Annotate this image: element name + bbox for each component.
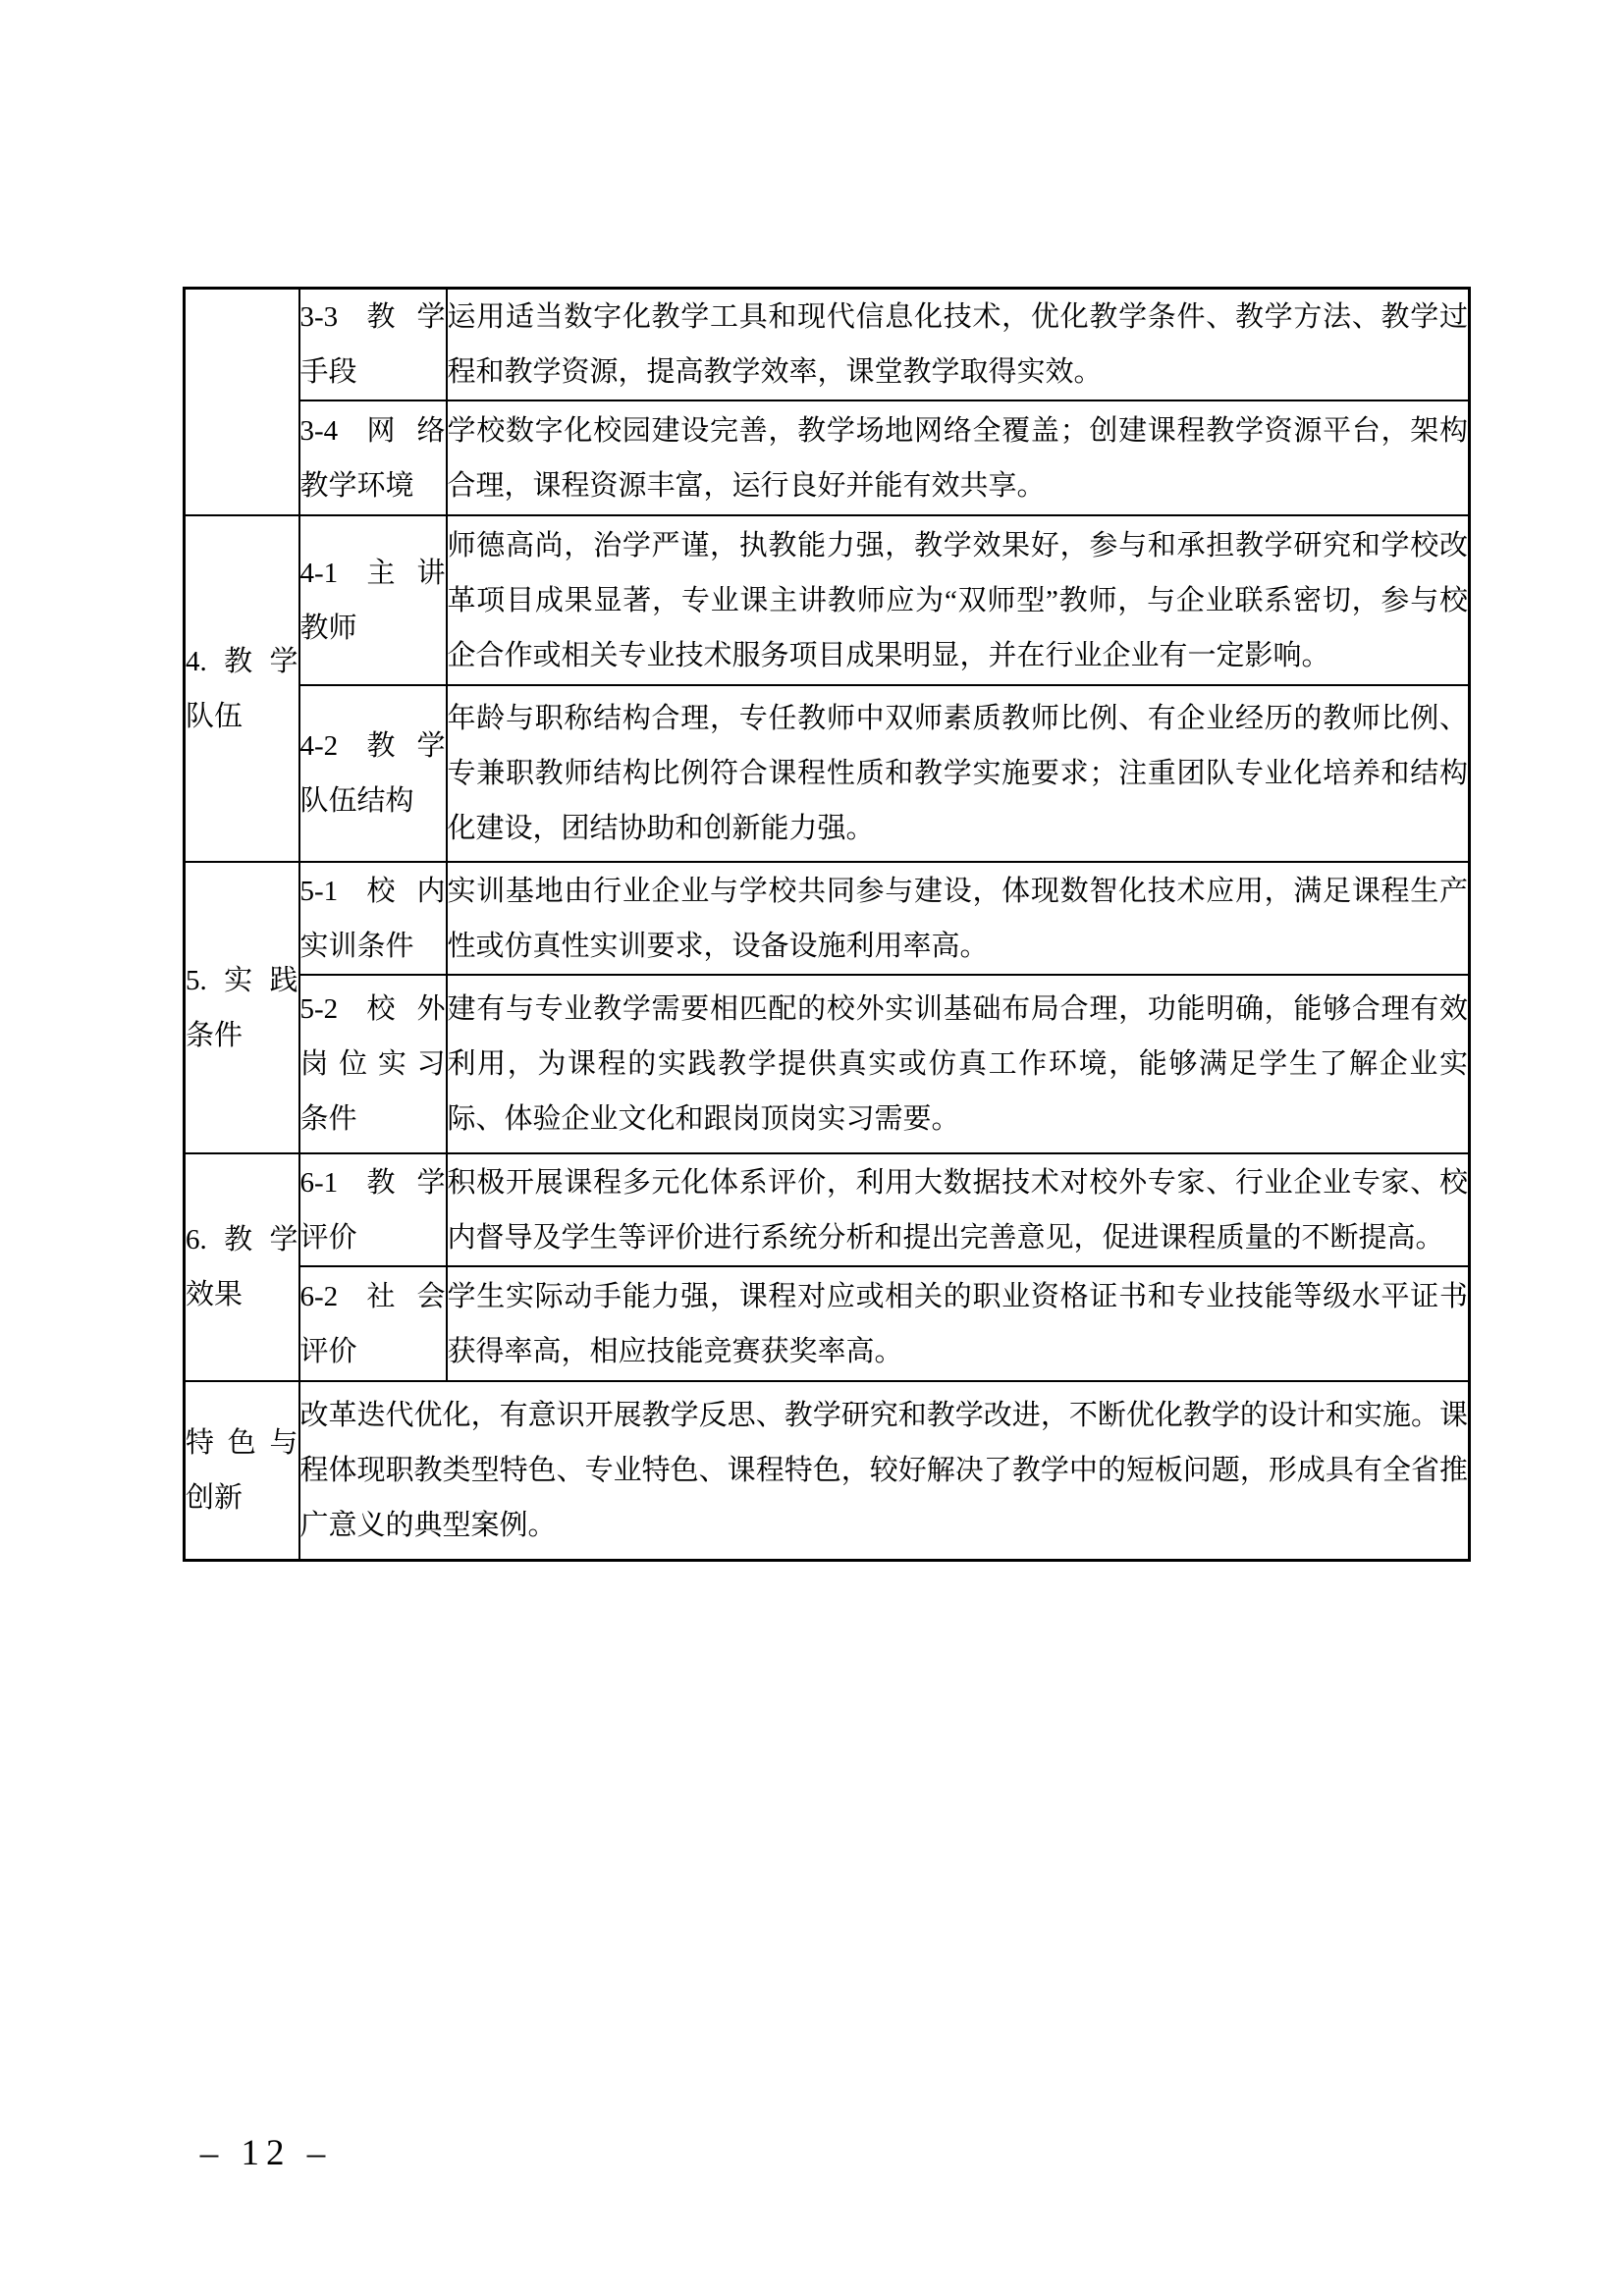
table-row [185, 1266, 1470, 1381]
category-line: 创新 [186, 1481, 244, 1514]
category-line: 6.教学 [186, 1224, 298, 1255]
label-line: 4-2 教学 [299, 730, 446, 762]
category-cell-teaching-team [185, 515, 299, 862]
page-number: – 12 – [199, 2133, 333, 2173]
description-cell: 建有与专业教学需要相匹配的校外实训基础布局合理，功能明确，能够合理有效利用，为课程的实践教学提供真实或仿真工作环境，能够满足学生了解企业实际、体验企业文化和跟岗顶岗实习需要。 [447, 975, 1470, 1153]
item-label-cell [299, 515, 447, 685]
label-line: 条件 [299, 1103, 357, 1135]
description-cell: 运用适当数字化教学工具和现代信息化技术，优化教学条件、教学方法、教学过程和教学资源，提高教学效率，课堂教学取得实效。 [447, 289, 1470, 401]
description-cell: 学生实际动手能力强，课程对应或相关的职业资格证书和专业技能等级水平证书获得率高，相应技能竞赛获奖率高。 [447, 1266, 1470, 1381]
table-row [185, 1153, 1470, 1266]
description-cell: 师德高尚，治学严谨，执教能力强，教学效果好，参与和承担教学研究和学校改革项目成果显著，专业课主讲教师应为“双师型”教师，与企业联系密切，参与校企合作或相关专业技术服务项目成果明显，并在行业企业有一定影响。 [447, 515, 1470, 685]
category-cell-practice-conditions [185, 862, 299, 1153]
table-row [185, 975, 1470, 1153]
label-line: 评价 [299, 1221, 357, 1254]
description-cell: 学校数字化校园建设完善，教学场地网络全覆盖；创建课程教学资源平台，架构合理，课程资源丰富，运行良好并能有效共享。 [447, 400, 1470, 515]
item-label-cell [299, 1153, 447, 1266]
item-label-cell [299, 862, 447, 975]
label-line: 实训条件 [299, 930, 414, 962]
item-label-cell [299, 1266, 447, 1381]
category-line: 特色与 [186, 1426, 298, 1459]
label-line: 5-1 校内 [299, 875, 446, 907]
category-line: 效果 [186, 1279, 244, 1310]
item-label-cell [299, 400, 447, 515]
table-row [185, 862, 1470, 975]
item-label-cell [299, 289, 447, 401]
label-line: 5-2 校外 [299, 993, 446, 1025]
label-line: 队伍结构 [299, 785, 414, 817]
table-row [185, 400, 1470, 515]
label-line: 教学环境 [299, 469, 414, 502]
table-row [185, 1381, 1470, 1560]
label-line: 6-2 社会 [299, 1280, 446, 1312]
table-row [185, 289, 1470, 401]
item-label-cell [299, 975, 447, 1153]
label-line: 4-1 主讲 [299, 557, 446, 589]
table-row [185, 685, 1470, 862]
evaluation-criteria-table [183, 287, 1471, 1562]
label-line: 岗位实习 [299, 1048, 446, 1080]
description-cell: 积极开展课程多元化体系评价，利用大数据技术对校外专家、行业企业专家、校内督导及学生等评价进行系统分析和提出完善意见，促进课程质量的不断提高。 [447, 1153, 1470, 1266]
description-cell: 年龄与职称结构合理，专任教师中双师素质教师比例、有企业经历的教师比例、专兼职教师结构比例符合课程性质和教学实施要求；注重团队专业化培养和结构化建设，团结协助和创新能力强。 [447, 685, 1470, 862]
label-line: 评价 [299, 1335, 357, 1367]
table-row [185, 515, 1470, 685]
category-line: 5.实践 [186, 964, 298, 996]
description-cell: 改革迭代优化，有意识开展教学反思、教学研究和教学改进，不断优化教学的设计和实施。课程体现职教类型特色、专业特色、课程特色，较好解决了教学中的短板问题，形成具有全省推广意义的典型案例。 [299, 1381, 1470, 1560]
label-line: 3-3 教学 [299, 301, 446, 333]
label-line: 手段 [299, 356, 357, 388]
category-line: 队伍 [186, 700, 244, 732]
category-cell-features-innovation [185, 1381, 299, 1560]
category-line: 条件 [186, 1019, 244, 1051]
description-cell: 实训基地由行业企业与学校共同参与建设，体现数智化技术应用，满足课程生产性或仿真性实训要求，设备设施利用率高。 [447, 862, 1470, 975]
category-line: 4.教学 [186, 645, 298, 677]
label-line: 教师 [299, 612, 357, 644]
item-label-cell [299, 685, 447, 862]
category-cell-teaching-effect [185, 1153, 299, 1381]
evaluation-table-container [183, 287, 1468, 1562]
label-line: 3-4 网络 [299, 414, 446, 447]
category-cell-empty [185, 289, 299, 516]
label-line: 6-1 教学 [299, 1166, 446, 1199]
